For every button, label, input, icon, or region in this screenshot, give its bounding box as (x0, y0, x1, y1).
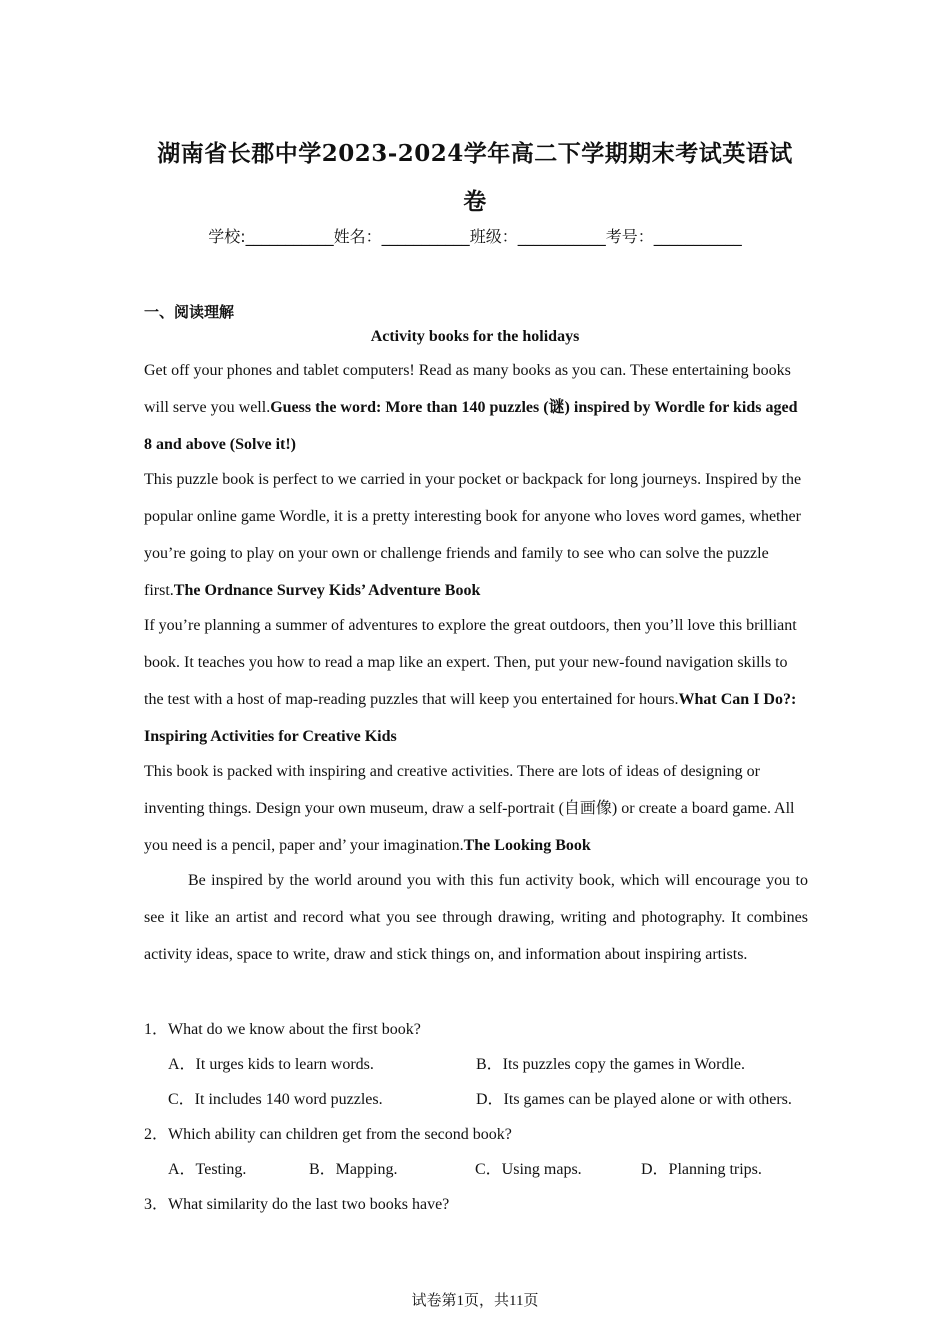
passage-intro: Get off your phones and tablet computers! Read as many books as you can. These entertaining books will serve you well. (144, 362, 791, 416)
name-field: 姓名：___________ (333, 227, 470, 246)
page-footer: 试卷第1页，共11页 (411, 1293, 539, 1309)
exam-number-field: 考号：___________ (605, 227, 742, 246)
question-1-option-d: D．Its games can be played alone or with others. (476, 1091, 792, 1108)
exam-title-line-2: 卷 (463, 188, 487, 215)
school-field: 学校:___________ (208, 227, 334, 246)
question-2-option-a: A．Testing. (168, 1161, 247, 1178)
book3-heading: What Can I Do?: Inspiring Activities for Creative Kids (144, 691, 797, 745)
passage-body (144, 352, 808, 973)
question-1-option-c: C．It includes 140 word puzzles. (168, 1091, 383, 1108)
question-2-options (144, 1152, 824, 1187)
question-3-stem: 3．What similarity do the last two books have? (144, 1196, 450, 1213)
book4-text: Be inspired by the world around you with this fun activity book, which will encourage you to see it like an artist and record what you see through drawing, writing and photography. It combines activity ideas, space to write, draw and stick things on, and information about inspiring artists. (144, 872, 808, 963)
book2-text: If you’re planning a summer of adventures to explore the great outdoors, then you’ll love this brilliant book. It teaches you how to read a map like an expert. Then, put your new-found navigation skills to the test with a host of map-reading puzzles that will keep you entertained for hours. (144, 617, 797, 708)
question-1-stem: 1．What do we know about the first book? (144, 1021, 421, 1038)
book1-text: This puzzle book is perfect to we carried in your pocket or backpack for long journeys. Inspired by the popular online game Wordle, it is a pretty interesting book for anyone who loves word games, whether you’re going to play on your own or challenge friends and family to see who can solve the puzzle first. (144, 471, 802, 599)
question-2-option-b: B．Mapping. (309, 1161, 398, 1178)
question-1-options (144, 1047, 824, 1117)
book2-heading: The Ordnance Survey Kids’ Adventure Book (173, 582, 481, 599)
question-1-option-a: A．It urges kids to learn words. (168, 1056, 374, 1073)
question-2-option-d: D．Planning trips. (641, 1161, 762, 1178)
question-list (144, 1012, 824, 1222)
question-1-option-b: B．Its puzzles copy the games in Wordle. (476, 1056, 746, 1073)
passage-paragraph (144, 352, 808, 463)
class-field: 班级：___________ (469, 227, 606, 246)
exam-title (144, 130, 806, 226)
exam-title-line-1: 湖南省长郡中学2023-2024学年高二下学期期末考试英语试 (157, 140, 793, 167)
question-2-stem: 2．Which ability can children get from the second book? (144, 1126, 512, 1143)
passage-paragraph (144, 461, 808, 609)
book3-text: This book is packed with inspiring and creative activities. There are lots of ideas of designing or inventing things. Design your own museum, draw a self-portrait (自画像) or create a board game. All you need is a pencil, paper and’ your imagination. (144, 763, 795, 854)
passage-paragraph (144, 607, 808, 755)
passage-paragraph (144, 753, 808, 864)
section-heading: 一、阅读理解 (144, 303, 235, 321)
book1-heading: Guess the word: More than 140 puzzles (谜) inspired by Wordle for kids aged 8 and above (Solve it!) (144, 399, 798, 453)
passage-title: Activity books for the holidays (370, 328, 580, 345)
question-2-option-c: C．Using maps. (475, 1161, 582, 1178)
book4-heading: The Looking Book (463, 837, 591, 854)
student-info-fields (144, 225, 806, 249)
